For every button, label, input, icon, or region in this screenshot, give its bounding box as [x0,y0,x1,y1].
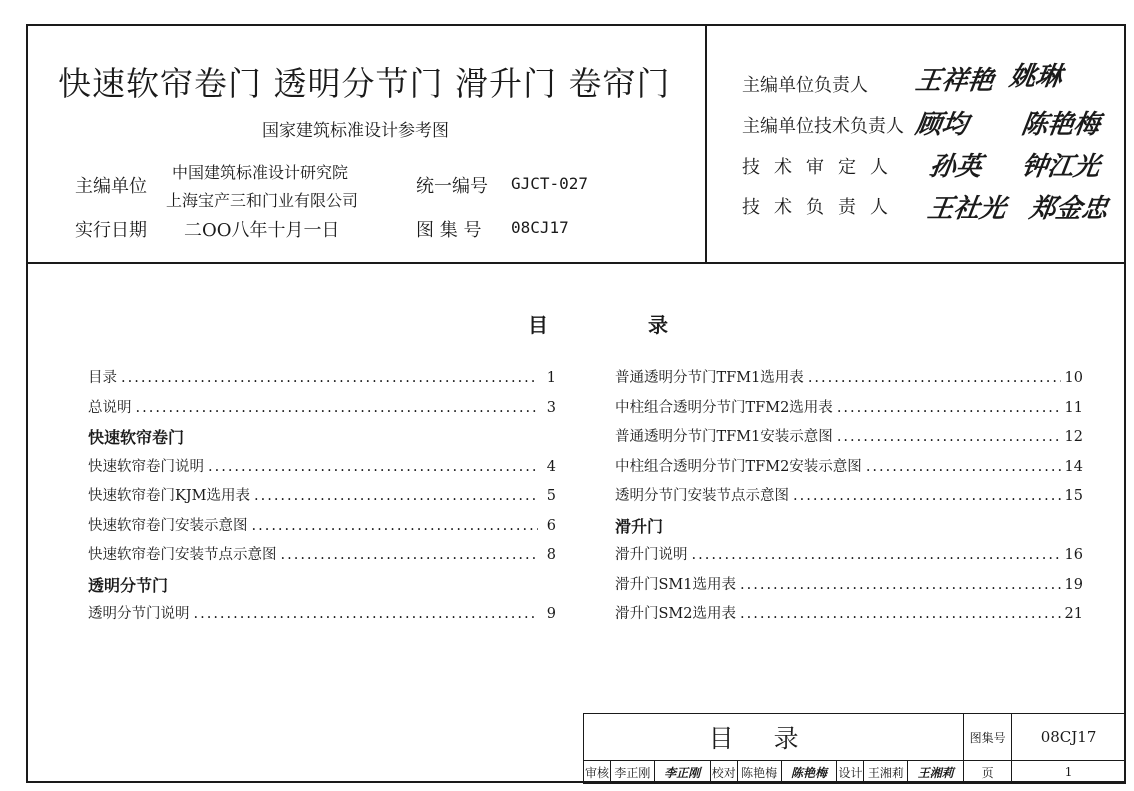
editor-unit-2: 上海宝产三和门业有限公司 [166,191,359,210]
approval-signature-1a: 王祥艳 [913,66,996,96]
document-subtitle: 国家建筑标准设计参考图 [262,121,449,141]
toc-leader-dots [740,577,1061,593]
toc-entry[interactable] [615,602,1083,623]
approval-role-2: 主编单位技术负责人 [742,116,904,137]
toc-entry[interactable] [615,484,1083,505]
toc-page-number: 19 [1064,576,1083,593]
toc-entry-text: 快速软帘卷门安装示意图 [88,517,248,534]
toc-entry[interactable] [615,573,1083,594]
toc-page-number: 4 [546,458,556,475]
toc-leader-dots [793,488,1061,504]
toc-page-number: 9 [546,606,556,622]
toc-leader-dots [692,547,1061,563]
toc-leader-dots [808,370,1061,386]
toc-entry[interactable] [88,602,556,623]
approval-signature-2a: 顾均 [913,110,970,140]
header-divider [26,262,1126,264]
toc-page-number: 1 [546,370,556,386]
atlas-label: 图 集 号 [416,220,482,241]
approval-signature-4a: 王社光 [925,194,1008,224]
approval-signature-3b: 钟江光 [1019,152,1102,182]
toc-entry[interactable] [615,455,1083,476]
toc-entry[interactable] [88,484,556,505]
toc-entry-text: 普通透明分节门TFM1安装示意图 [615,429,833,445]
toc-leader-dots [252,518,539,534]
toc-entry[interactable] [88,543,556,564]
design-name: 王湘莉 [864,761,908,784]
approval-signature-2b: 陈艳梅 [1019,110,1102,140]
review-name: 李正刚 [610,761,654,784]
toc-entry[interactable] [88,455,556,476]
approval-role-4: 技术负责人 [742,197,902,218]
design-label: 设计 [837,761,864,784]
approval-signature-1b: 姚琳 [1007,62,1064,92]
toc-leader-dots [837,400,1061,416]
toc-leader-dots [866,459,1061,475]
check-label: 校对 [710,761,737,784]
toc-entry-text: 快速软帘卷门安装节点示意图 [88,547,277,563]
title-block-title: 目录 [708,724,839,753]
toc-page-number: 8 [546,547,556,563]
toc-page-number: 15 [1064,488,1083,504]
document-title: 快速软帘卷门 透明分节门 滑升门 卷帘门 [58,64,671,103]
title-block-atlas-label: 图集号 [964,714,1012,761]
toc-leader-dots [194,606,539,622]
toc-page-number: 10 [1064,370,1083,386]
toc-section-heading: 快速软帘卷门 [88,428,185,447]
toc-leader-dots [837,429,1061,445]
toc-entry[interactable] [615,425,1083,446]
toc-entry-text: 中柱组合透明分节门TFM2安装示意图 [615,458,862,475]
toc-page-number: 12 [1064,429,1083,445]
check-signature: 陈艳梅 [781,761,837,784]
toc-title: 目 录 [528,313,668,337]
toc-page-number: 16 [1064,547,1083,563]
approval-role-3: 技术审定人 [742,157,902,178]
date-value: 二OO八年十月一日 [184,220,340,241]
toc-leader-dots [740,606,1061,622]
toc-entry-text: 总说明 [88,399,132,416]
toc-entry-text: 滑升门说明 [615,547,688,563]
toc-entry-text: 透明分节门安装节点示意图 [615,488,789,504]
toc-entry[interactable] [615,366,1083,387]
title-block [583,713,1126,784]
serial-value: GJCT-027 [511,174,589,193]
toc-page-number: 14 [1064,458,1083,475]
toc-entry-text: 快速软帘卷门说明 [88,458,204,475]
toc-entry-text: 中柱组合透明分节门TFM2选用表 [615,399,833,416]
header-vertical-divider [705,24,707,263]
editor-label: 主编单位 [75,176,147,197]
title-block-atlas-value: 08CJ17 [1012,714,1126,761]
toc-entry-text: 普通透明分节门TFM1选用表 [615,370,804,386]
toc-entry[interactable] [615,396,1083,417]
toc-page-number: 5 [546,488,556,504]
toc-entry-text: 滑升门SM1选用表 [615,576,737,593]
approval-signature-3a: 孙英 [927,152,984,182]
toc-entry-text: 目录 [88,370,117,386]
toc-page-number: 21 [1064,606,1083,622]
toc-entry[interactable] [88,396,556,417]
approval-role-1: 主编单位负责人 [742,75,868,96]
toc-entry-text: 快速软帘卷门KJM选用表 [88,488,250,504]
page-label: 页 [964,761,1012,784]
toc-entry-text: 透明分节门说明 [88,606,190,622]
toc-page-number: 11 [1064,399,1083,416]
toc-leader-dots [121,370,538,386]
approval-signature-4b: 郑金忠 [1027,194,1110,224]
toc-entry[interactable] [88,366,556,387]
review-signature: 李正刚 [654,761,710,784]
toc-section-heading: 滑升门 [615,516,664,536]
toc-page-number: 3 [546,399,556,416]
toc-section-heading: 透明分节门 [88,575,169,595]
toc-page-number: 6 [546,517,556,534]
atlas-value: 08CJ17 [511,218,569,237]
review-label: 审核 [584,761,611,784]
toc-entry[interactable] [88,514,556,535]
editor-unit-1: 中国建筑标准设计研究院 [172,163,349,182]
date-label: 实行日期 [75,220,147,241]
serial-label: 统一编号 [416,176,488,197]
toc-leader-dots [281,547,539,563]
toc-leader-dots [254,488,538,504]
design-signature: 王湘莉 [908,761,964,784]
toc-entry[interactable] [615,543,1083,564]
title-block-title-cell [584,714,964,761]
page-value: 1 [1012,761,1126,784]
toc-entry-text: 滑升门SM2选用表 [615,606,737,622]
check-name: 陈艳梅 [737,761,781,784]
toc-leader-dots [208,459,538,475]
toc-leader-dots [136,400,539,416]
